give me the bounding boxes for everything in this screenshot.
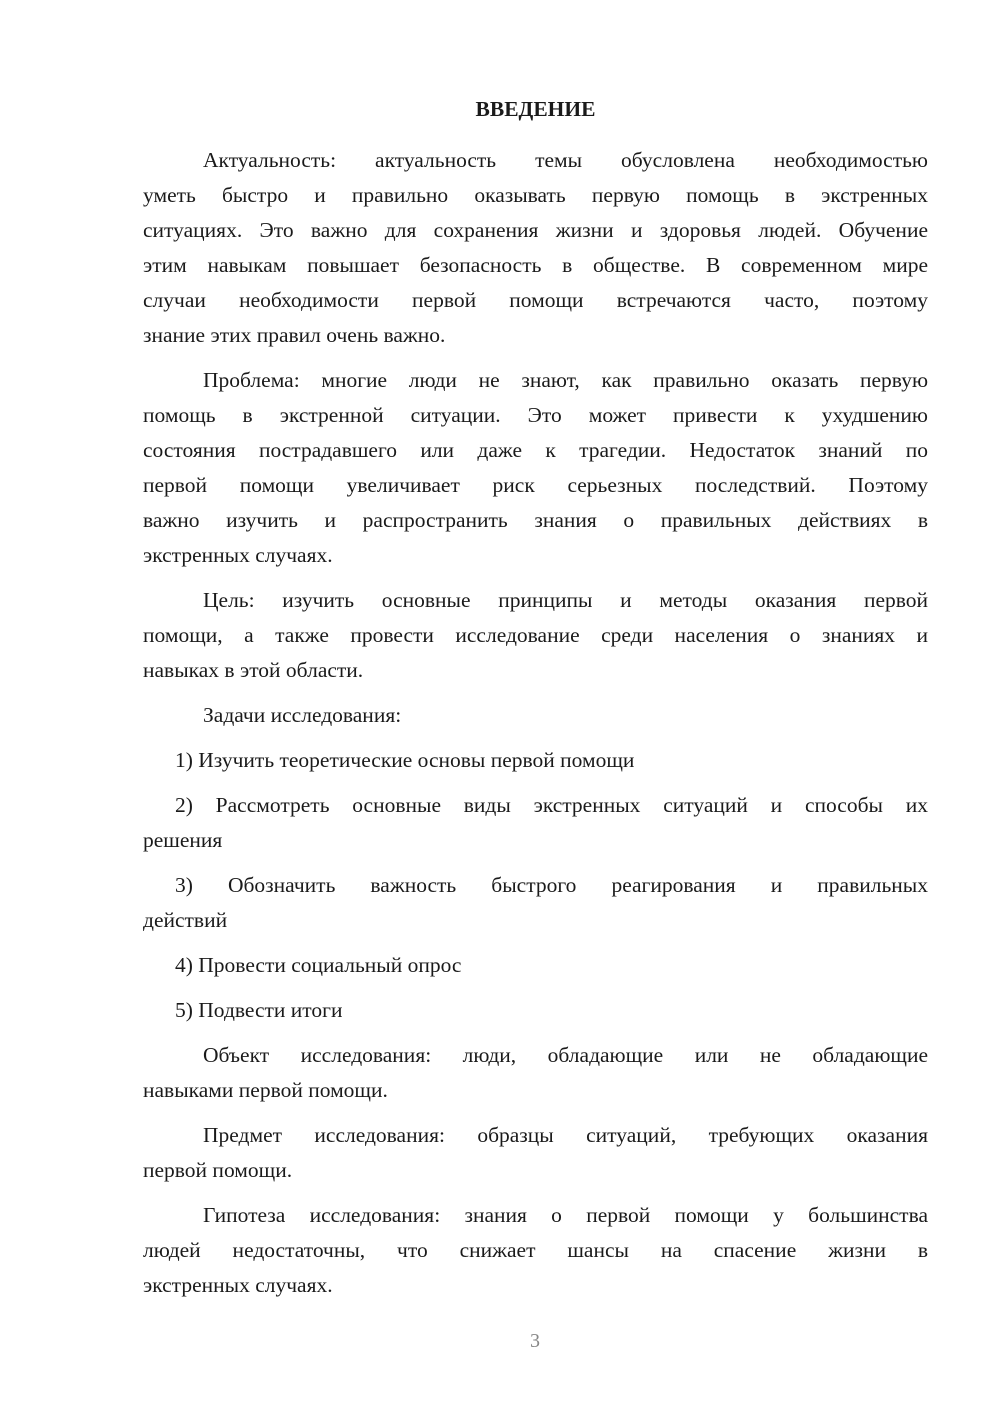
text-line: уметь быстро и правильно оказывать первую помощь в экстренных [143,183,928,207]
text-line: ситуациях. Это важно для сохранения жизни и здоровья людей. Обучение [143,218,928,242]
text-line: навыках в этой области. [143,658,364,682]
text-line: важно изучить и распространить знания о правильных действиях в [143,508,928,532]
text-line: экстренных случаях. [143,1273,333,1297]
text-line: людей недостаточны, что снижает шансы на спасение жизни в [143,1238,928,1262]
text-line: 3) Обозначить важность быстрого реагирования и правильных [175,873,928,897]
task-list-item [143,993,928,1028]
text-line: экстренных случаях. [143,543,333,567]
text-line: помощи, а также провести исследование среди населения о знаниях и [143,623,928,647]
text-line: помощь в экстренной ситуации. Это может привести к ухудшению [143,403,928,427]
paragraph [143,363,928,573]
text-line: состояния пострадавшего или даже к трагедии. Недостаток знаний по [143,438,928,462]
text-line: Проблема: многие люди не знают, как правильно оказать первую [203,368,928,392]
task-list-item [143,788,928,858]
paragraph [143,583,928,688]
task-list-item [143,948,928,983]
text-line: Объект исследования: люди, обладающие или не обладающие [203,1043,928,1067]
text-line: Актуальность: актуальность темы обусловлена необходимостью [203,148,928,172]
paragraph [143,143,928,353]
task-list-item [143,868,928,938]
text-line: Задачи исследования: [203,703,402,727]
task-list-item [143,743,928,778]
page-number: 3 [530,1330,540,1352]
text-line: первой помощи. [143,1158,293,1182]
text-line: решения [143,828,223,852]
text-line: Предмет исследования: образцы ситуаций, требующих оказания [203,1123,928,1147]
paragraph [143,1198,928,1303]
page-content [143,92,928,1303]
text-line: 4) Провести социальный опрос [175,953,462,977]
paragraph [143,698,928,733]
section-title: ВВЕДЕНИЕ [475,97,596,121]
paragraphs [143,143,928,1303]
text-line: знание этих правил очень важно. [143,323,446,347]
text-line: 2) Рассмотреть основные виды экстренных ситуаций и способы их [175,793,928,817]
text-line: Гипотеза исследования: знания о первой помощи у большинства [203,1203,928,1227]
paragraph [143,1118,928,1188]
text-line: навыками первой помощи. [143,1078,388,1102]
text-line: первой помощи увеличивает риск серьезных последствий. Поэтому [143,473,928,497]
text-line: Цель: изучить основные принципы и методы оказания первой [203,588,928,612]
text-line: этим навыкам повышает безопасность в обществе. В современном мире [143,253,928,277]
paragraph [143,1038,928,1108]
text-line: 1) Изучить теоретические основы первой помощи [175,748,635,772]
text-line: действий [143,908,228,932]
text-line: 5) Подвести итоги [175,998,343,1022]
text-line: случаи необходимости первой помощи встречаются часто, поэтому [143,288,928,312]
